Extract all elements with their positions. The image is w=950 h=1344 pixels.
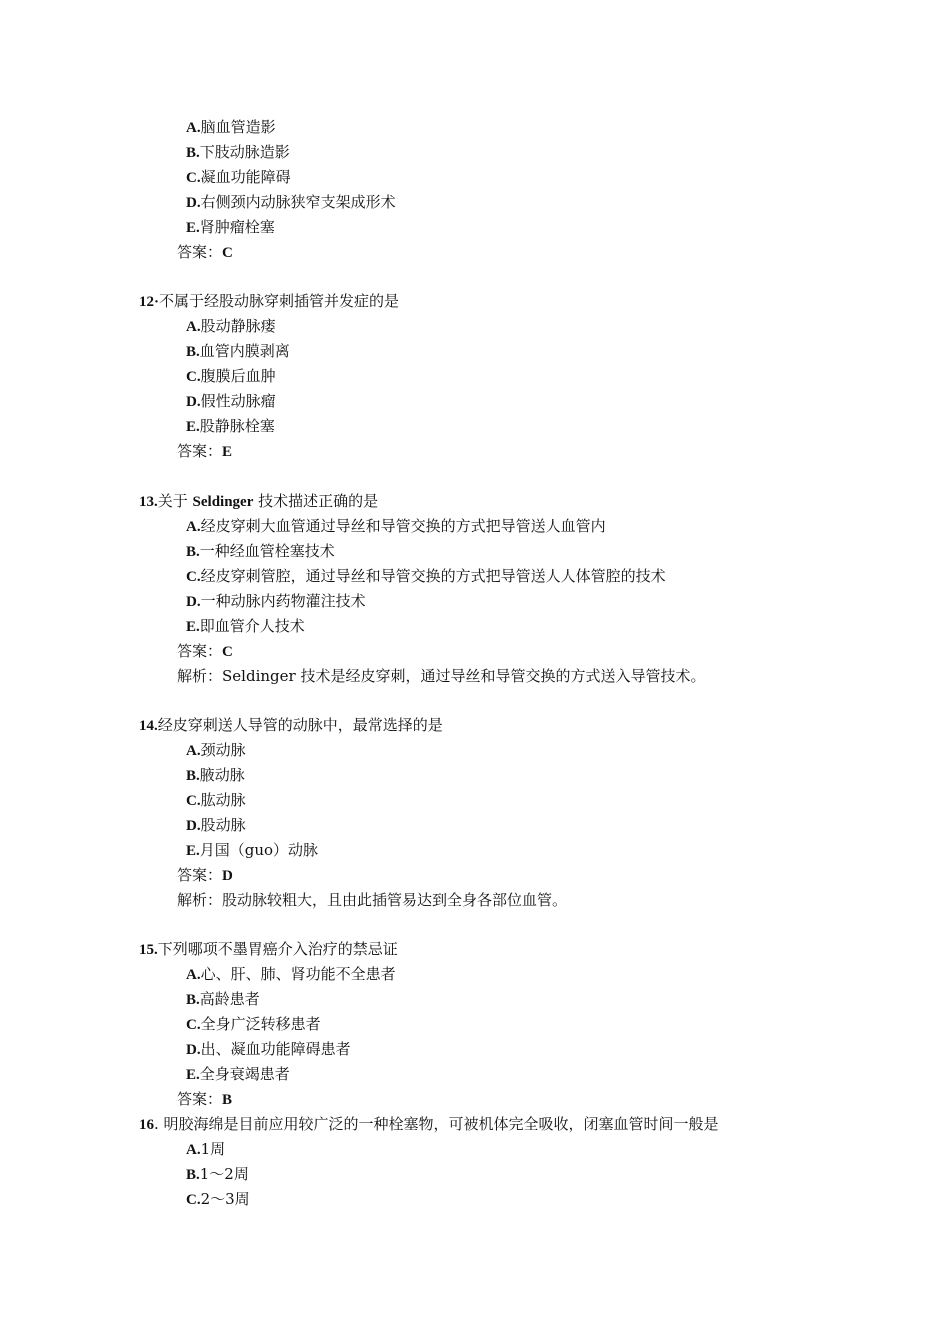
option-14-a: A.颈动脉: [186, 741, 246, 759]
option-11-a: A.脑血管造影: [186, 118, 276, 136]
option-15-b: B.高龄患者: [186, 990, 260, 1008]
answer-12: 答案：E: [177, 442, 233, 460]
option-16-c: C.2～3周: [186, 1190, 250, 1208]
option-13-a: A.经皮穿刺大血管通过导丝和导管交换的方式把导管送人血管内: [186, 517, 606, 535]
option-13-c: C.经皮穿刺管腔，通过导丝和导管交换的方式把导管送人人体管腔的技术: [186, 567, 666, 585]
option-14-d: D.股动脉: [186, 816, 246, 834]
option-11-c: C.凝血功能障碍: [186, 168, 291, 186]
answer-13: 答案：C: [177, 642, 233, 660]
answer-11: 答案：C: [177, 243, 233, 261]
option-16-b: B.1～2周: [186, 1165, 249, 1183]
option-14-b: B.腋动脉: [186, 766, 245, 784]
option-13-b: B.一种经血管栓塞技术: [186, 542, 335, 560]
option-11-b: B.下肢动脉造影: [186, 143, 290, 161]
question-13: 13.关于 Seldinger 技术描述正确的是: [139, 492, 379, 510]
answer-14: 答案：D: [177, 866, 233, 884]
option-15-c: C.全身广泛转移患者: [186, 1015, 321, 1033]
question-14: 14.经皮穿刺送人导管的动脉中，最常选择的是: [139, 716, 443, 734]
option-15-e: E.全身衰竭患者: [186, 1065, 290, 1083]
option-14-c: C.肱动脉: [186, 791, 246, 809]
option-15-d: D.出、凝血功能障碍患者: [186, 1040, 351, 1058]
option-12-a: A.股动静脉瘘: [186, 317, 276, 335]
option-13-d: D.一种动脉内药物灌注技术: [186, 592, 366, 610]
question-15: 15.下列哪项不墨胃癌介入治疗的禁忌证: [139, 940, 398, 958]
option-12-e: E.股静脉栓塞: [186, 417, 275, 435]
option-15-a: A.心、肝、肺、肾功能不全患者: [186, 965, 396, 983]
option-12-c: C.腹膜后血肿: [186, 367, 276, 385]
answer-15: 答案：B: [177, 1090, 233, 1108]
question-16: 16. 明胶海绵是目前应用较广泛的一种栓塞物，可被机体完全吸收，闭塞血管时间一般是: [139, 1115, 719, 1133]
option-12-b: B.血管内膜剥离: [186, 342, 290, 360]
question-12: 12·不属于经股动脉穿刺插管并发症的是: [139, 292, 400, 310]
explanation-14: 解析：股动脉较粗大，且由此插管易达到全身各部位血管。: [177, 891, 568, 909]
option-11-e: E.肾肿瘤栓塞: [186, 218, 275, 236]
option-16-a: A.1周: [186, 1140, 226, 1158]
option-11-d: D.右侧颈内动脉狭窄支架成形术: [186, 193, 396, 211]
option-12-d: D.假性动脉瘤: [186, 392, 276, 410]
option-13-e: E.即血管介人技术: [186, 617, 305, 635]
option-14-e: E.月国（guo）动脉: [186, 841, 319, 859]
explanation-13: 解析：Seldinger 技术是经皮穿刺，通过导丝和导管交换的方式送入导管技术。: [177, 667, 706, 685]
